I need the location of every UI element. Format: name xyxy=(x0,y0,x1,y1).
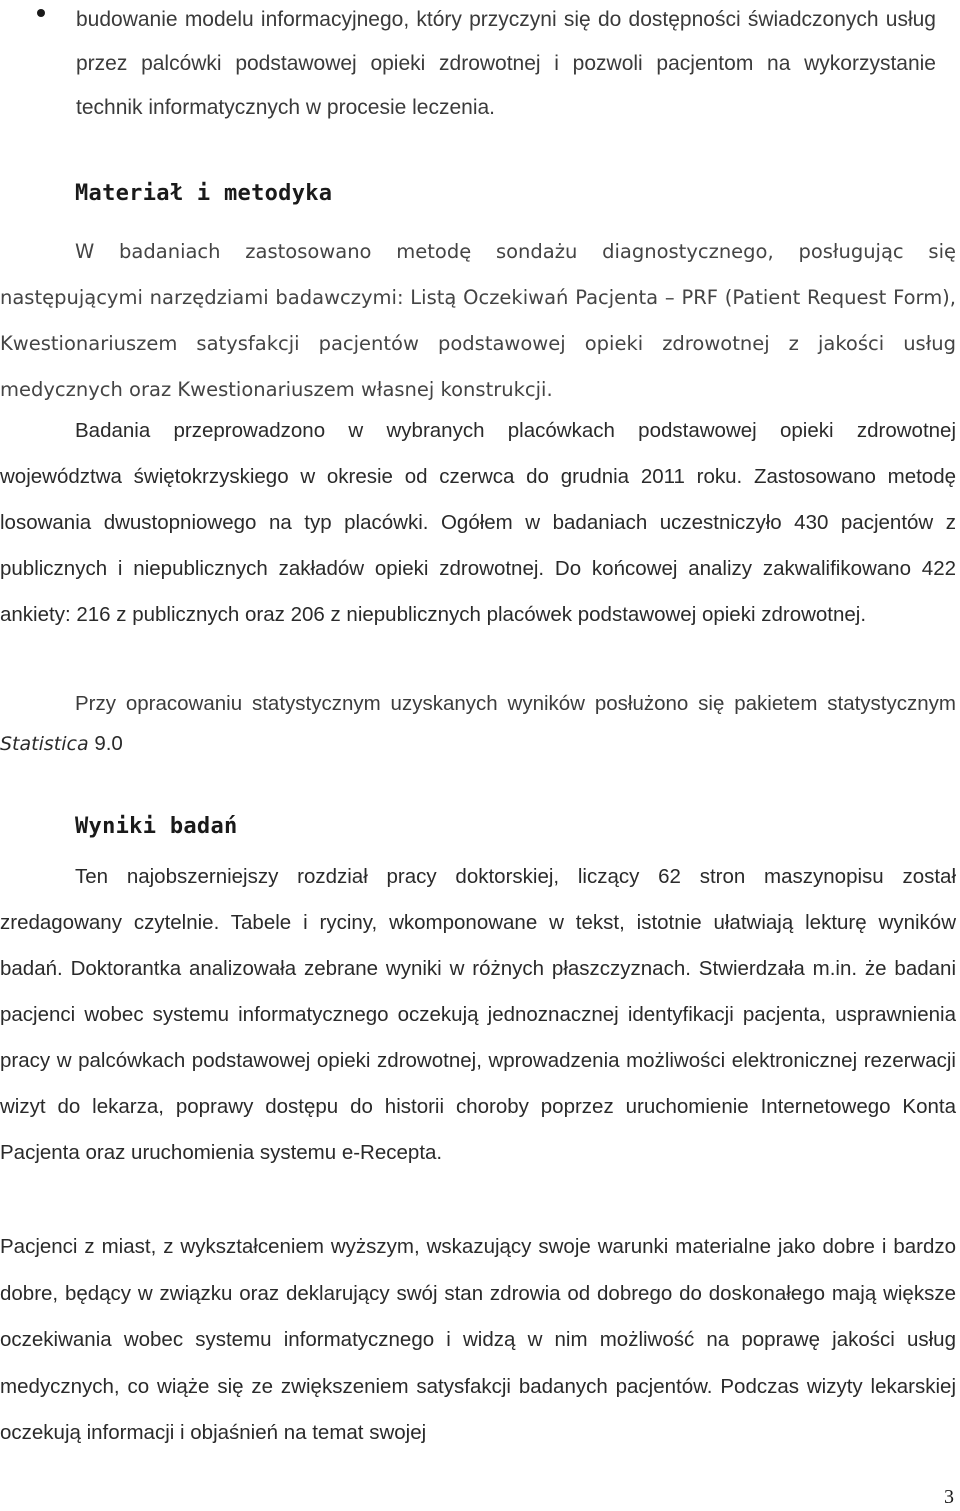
bullet-text: budowanie modelu informacyjnego, który przyczyni się do dostępności świadczonych usług przez palcówki podstawowej opieki zdrowotnej i pozwoli pacjentom na wykorzystanie technik informatycznych w procesie leczenia. xyxy=(76,8,936,119)
results-paragraph-2: Pacjenci z miast, z wykształceniem wyższym, wskazujący swoje warunki materialne jako dobre i bardzo dobre, będący w związku oraz deklarujący swój stan zdrowia od dobrego do doskonałego mają większe oczekiwania wobec systemu informatycznego i widzą w nim możliwość na poprawę jakości usług medycznych, co wiąże się ze zwiększeniem satysfakcji badanych pacjentów. Podczas wizyty lekarskiej oczekują informacji i objaśnień na temat swojej xyxy=(0,1235,956,1444)
section-heading-methods: Materiał i metodyka xyxy=(75,181,333,206)
methods-paragraph-2: Badania przeprowadzono w wybranych placówkach podstawowej opieki zdrowotnej województwa świętokrzyskiego w okresie od czerwca do grudnia 2011 roku. Zastosowano metodę losowania dwustopniowego na typ placówki. Ogółem w badaniach uczestniczyło 430 pacjentów z publicznych i niepublicznych zakładów opieki zdrowotnej. Do końcowej analizy zakwalifikowano 422 ankiety: 216 z publicznych oraz 206 z niepublicznych placówek podstawowej opieki zdrowotnej. xyxy=(0,419,956,626)
bullet-dot-icon xyxy=(37,9,45,17)
software-name: Statistica xyxy=(0,733,89,755)
section-heading-results: Wyniki badań xyxy=(75,814,238,839)
results-paragraph-1: Ten najobszerniejszy rozdział pracy doktorskiej, liczący 62 stron maszynopisu został zredagowany czytelnie. Tabele i ryciny, wkomponowane w tekst, istotnie ułatwiają lekturę wyników badań. Doktorantka analizowała zebrane wyniki w różnych płaszczyznach. Stwierdzała m.in. że badani pacjenci wobec systemu informatycznego oczekują jednoznacznej identyfikacji pacjenta, usprawnienia pracy w palcówkach podstawowej opieki zdrowotnej, wprowadzenia możliwości elektronicznej rezerwacji wizyt do lekarza, poprawy dostępu do historii choroby poprzez uruchomienie Internetowego Konta Pacjenta oraz uruchomienia systemu e-Recepta. xyxy=(0,865,956,1164)
methods-paragraph-3-text: Przy opracowaniu statystycznym uzyskanych wyników posłużono się pakietem statystycznym xyxy=(75,692,956,715)
methods-paragraph-1: W badaniach zastosowano metodę sondażu diagnostycznego, posługując się następującymi narzędziami badawczymi: Listą Oczekiwań Pacjenta – PRF (Patient Request Form), Kwestionariuszem satysfakcji pacjentów podstawowej opieki zdrowotnej z jakości usług medycznych oraz Kwestionariuszem własnej konstrukcji. xyxy=(0,240,956,401)
software-version: 9.0 xyxy=(94,732,123,755)
methods-paragraph-3 xyxy=(0,684,956,764)
page-number: 3 xyxy=(944,1486,954,1508)
